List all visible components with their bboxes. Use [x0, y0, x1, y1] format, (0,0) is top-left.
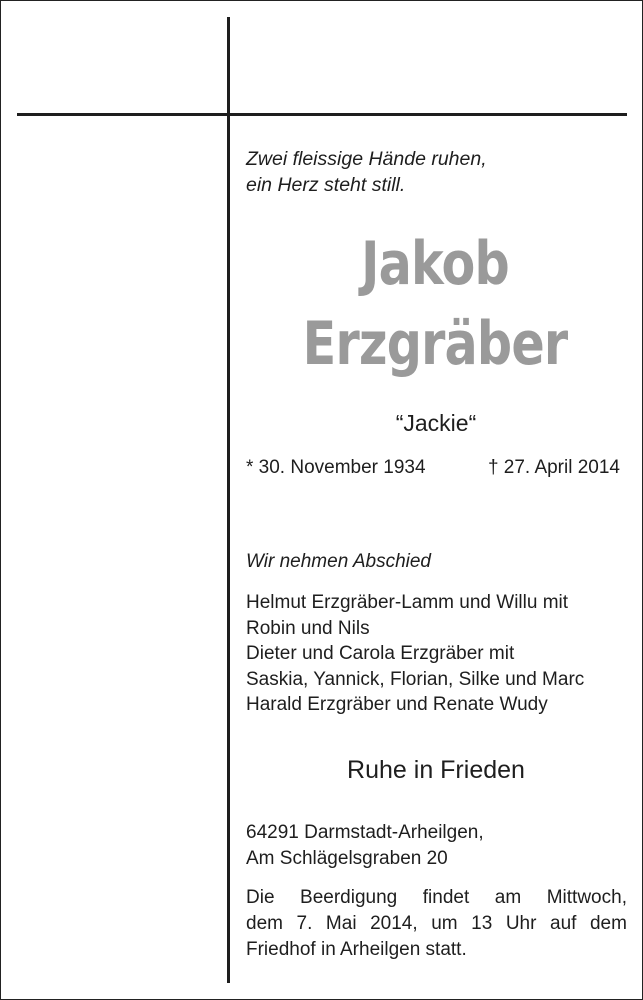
funeral-word: 2014, — [370, 913, 418, 934]
funeral-word: Uhr — [505, 913, 537, 934]
funeral-word: dem — [246, 913, 283, 934]
family-line: Dieter und Carola Erzgräber mit — [246, 643, 515, 664]
funeral-word: am — [494, 887, 522, 908]
farewell-heading: Wir nehmen Abschied — [246, 551, 431, 572]
address-line-1: 64291 Darmstadt-Arheilgen, — [246, 822, 484, 843]
family-list — [246, 590, 626, 718]
opening-quote — [246, 146, 626, 198]
cross-vertical-bar — [227, 17, 230, 983]
life-dates — [246, 455, 620, 481]
funeral-word: findet — [422, 887, 470, 908]
funeral-line-3: Friedhof in Arheilgen statt. — [246, 939, 467, 960]
family-line: Robin und Nils — [246, 617, 370, 639]
cross-horizontal-bar — [17, 113, 627, 116]
funeral-word: um — [431, 913, 458, 934]
family-line: Harald Erzgräber und Renate Wudy — [246, 694, 548, 715]
funeral-word: auf — [550, 913, 577, 934]
quote-line-2: ein Herz steht still. — [246, 174, 406, 196]
address — [246, 820, 626, 872]
nickname: “Jackie“ — [395, 410, 477, 436]
funeral-line-2 — [246, 911, 627, 937]
funeral-word: Mittwoch, — [546, 887, 627, 908]
funeral-info — [246, 885, 627, 963]
family-line: Helmut Erzgräber-Lamm und Willu mit — [246, 592, 569, 613]
birth-date: * 30. November 1934 — [246, 457, 426, 478]
funeral-word: Mai — [325, 913, 357, 934]
funeral-word: dem — [589, 913, 627, 934]
funeral-word: 7. — [296, 913, 313, 934]
deceased-name — [245, 224, 625, 384]
first-name: Jakob — [361, 229, 509, 299]
funeral-word: Die — [246, 887, 275, 908]
last-name: Erzgräber — [302, 309, 568, 379]
funeral-word: Beerdigung — [300, 887, 398, 908]
funeral-word: 13 — [471, 913, 493, 934]
death-date: † 27. April 2014 — [487, 457, 620, 478]
rest-in-peace: Ruhe in Frieden — [347, 756, 525, 784]
funeral-line-1 — [246, 885, 627, 911]
address-line-2: Am Schlägelsgraben 20 — [246, 848, 448, 869]
quote-line-1: Zwei fleissige Hände ruhen, — [246, 148, 487, 170]
family-line: Saskia, Yannick, Florian, Silke und Marc — [246, 668, 585, 690]
